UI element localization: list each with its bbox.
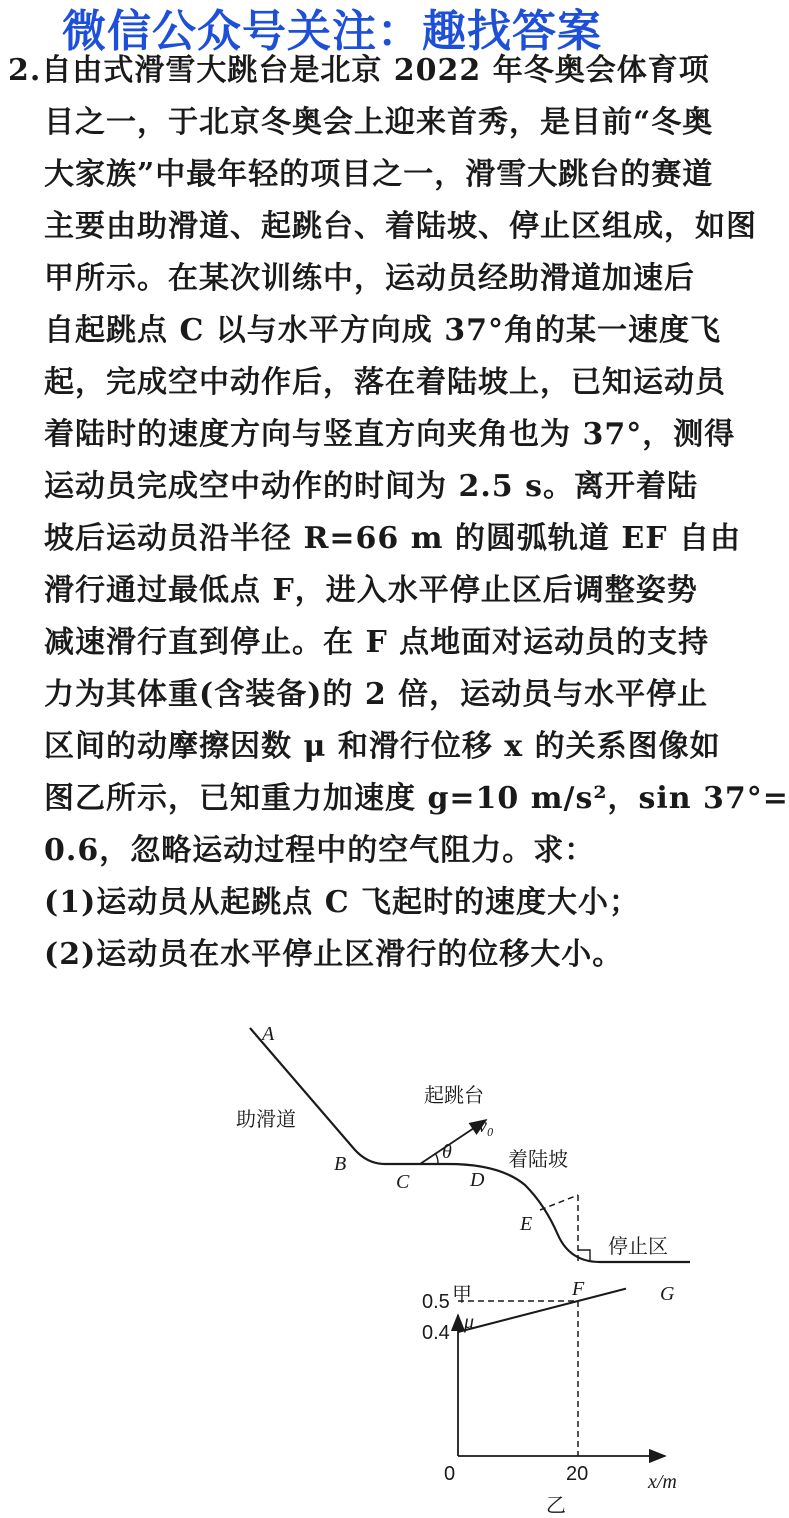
- problem-line-3: 大家族”中最年轻的项目之一，滑雪大跳台的赛道: [44, 157, 714, 192]
- figure-yi-chart: [422, 1289, 677, 1517]
- question-2: (2)运动员在水平停止区滑行的位移大小。: [44, 937, 624, 972]
- problem-number: 2.: [8, 53, 42, 88]
- figures: [0, 1010, 700, 1518]
- question-1: (1)运动员从起跳点 C 飞起时的速度大小；: [44, 885, 641, 920]
- chart-origin-label: 0: [444, 1463, 456, 1485]
- point-b-label: B: [334, 1153, 347, 1175]
- chart-y-tick-label: 0.4: [422, 1322, 450, 1344]
- chart-y-tick-label: 0.5: [422, 1291, 450, 1313]
- problem-line-8: 着陆时的速度方向与竖直方向夹角也为 37°，测得: [44, 417, 736, 452]
- watermark-text: 微信公众号关注：趣找答案: [62, 6, 602, 57]
- problem-line-6: 自起跳点 C 以与水平方向成 37°角的某一速度飞: [44, 313, 721, 348]
- chart-y-axis-label: μ: [464, 1311, 475, 1333]
- point-d-label: D: [470, 1169, 485, 1191]
- problem-line-2: 目之一，于北京冬奥会上迎来首秀，是目前“冬奥: [44, 105, 714, 140]
- problem-line-14: 区间的动摩擦因数 μ 和滑行位移 x 的关系图像如: [44, 729, 721, 764]
- track-line: [250, 1028, 690, 1262]
- chart-x-tick-label: 20: [566, 1463, 589, 1485]
- problem-line-9: 运动员完成空中动作的时间为 2.5 s。离开着陆: [44, 469, 698, 504]
- point-a-label: A: [262, 1023, 275, 1045]
- problem-line-4: 主要由助滑道、起跳台、着陆坡、停止区组成，如图: [44, 209, 757, 244]
- problem-line-11: 滑行通过最低点 F，进入水平停止区后调整姿势: [44, 573, 698, 608]
- figure-jia-track: [236, 1023, 690, 1306]
- figure-jia-caption: 甲: [452, 1282, 472, 1306]
- chart-x-axis-label: x/m: [648, 1471, 677, 1493]
- v0-label: v₀: [478, 1115, 494, 1137]
- theta-label: θ: [442, 1141, 452, 1163]
- point-g-label: G: [660, 1283, 675, 1305]
- point-f-label: F: [572, 1278, 585, 1300]
- problem-line-16: 0.6，忽略运动过程中的空气阻力。求：: [44, 833, 596, 868]
- point-c-label: C: [396, 1171, 410, 1193]
- problem-line-12: 减速滑行直到停止。在 F 点地面对运动员的支持: [44, 625, 710, 660]
- figure-yi-caption: 乙: [546, 1493, 566, 1517]
- v0-arrow: [420, 1120, 486, 1164]
- takeoff-label: 起跳台: [424, 1083, 484, 1107]
- problem-line-10: 坡后运动员沿半径 R=66 m 的圆弧轨道 EF 自由: [44, 521, 741, 556]
- problem-line-15: 图乙所示，已知重力加速度 g=10 m/s²，sin 37°=: [44, 781, 789, 816]
- stop-zone-label: 停止区: [608, 1234, 668, 1258]
- theta-arc: [435, 1153, 438, 1164]
- problem-line-5: 甲所示。在某次训练中，运动员经助滑道加速后: [44, 261, 695, 296]
- landing-label: 着陆坡: [508, 1147, 568, 1171]
- point-e-label: E: [520, 1213, 533, 1235]
- chart-series-line: [458, 1289, 626, 1332]
- run-in-label: 助滑道: [236, 1107, 296, 1131]
- problem-line-7: 起，完成空中动作后，落在着陆坡上，已知运动员: [44, 365, 726, 400]
- tangent-dashed: [540, 1195, 578, 1210]
- problem-line-1: 2.自由式滑雪大跳台是北京 2022 年冬奥会体育项: [8, 53, 710, 88]
- problem-line-13: 力为其体重(含装备)的 2 倍，运动员与水平停止: [44, 677, 709, 712]
